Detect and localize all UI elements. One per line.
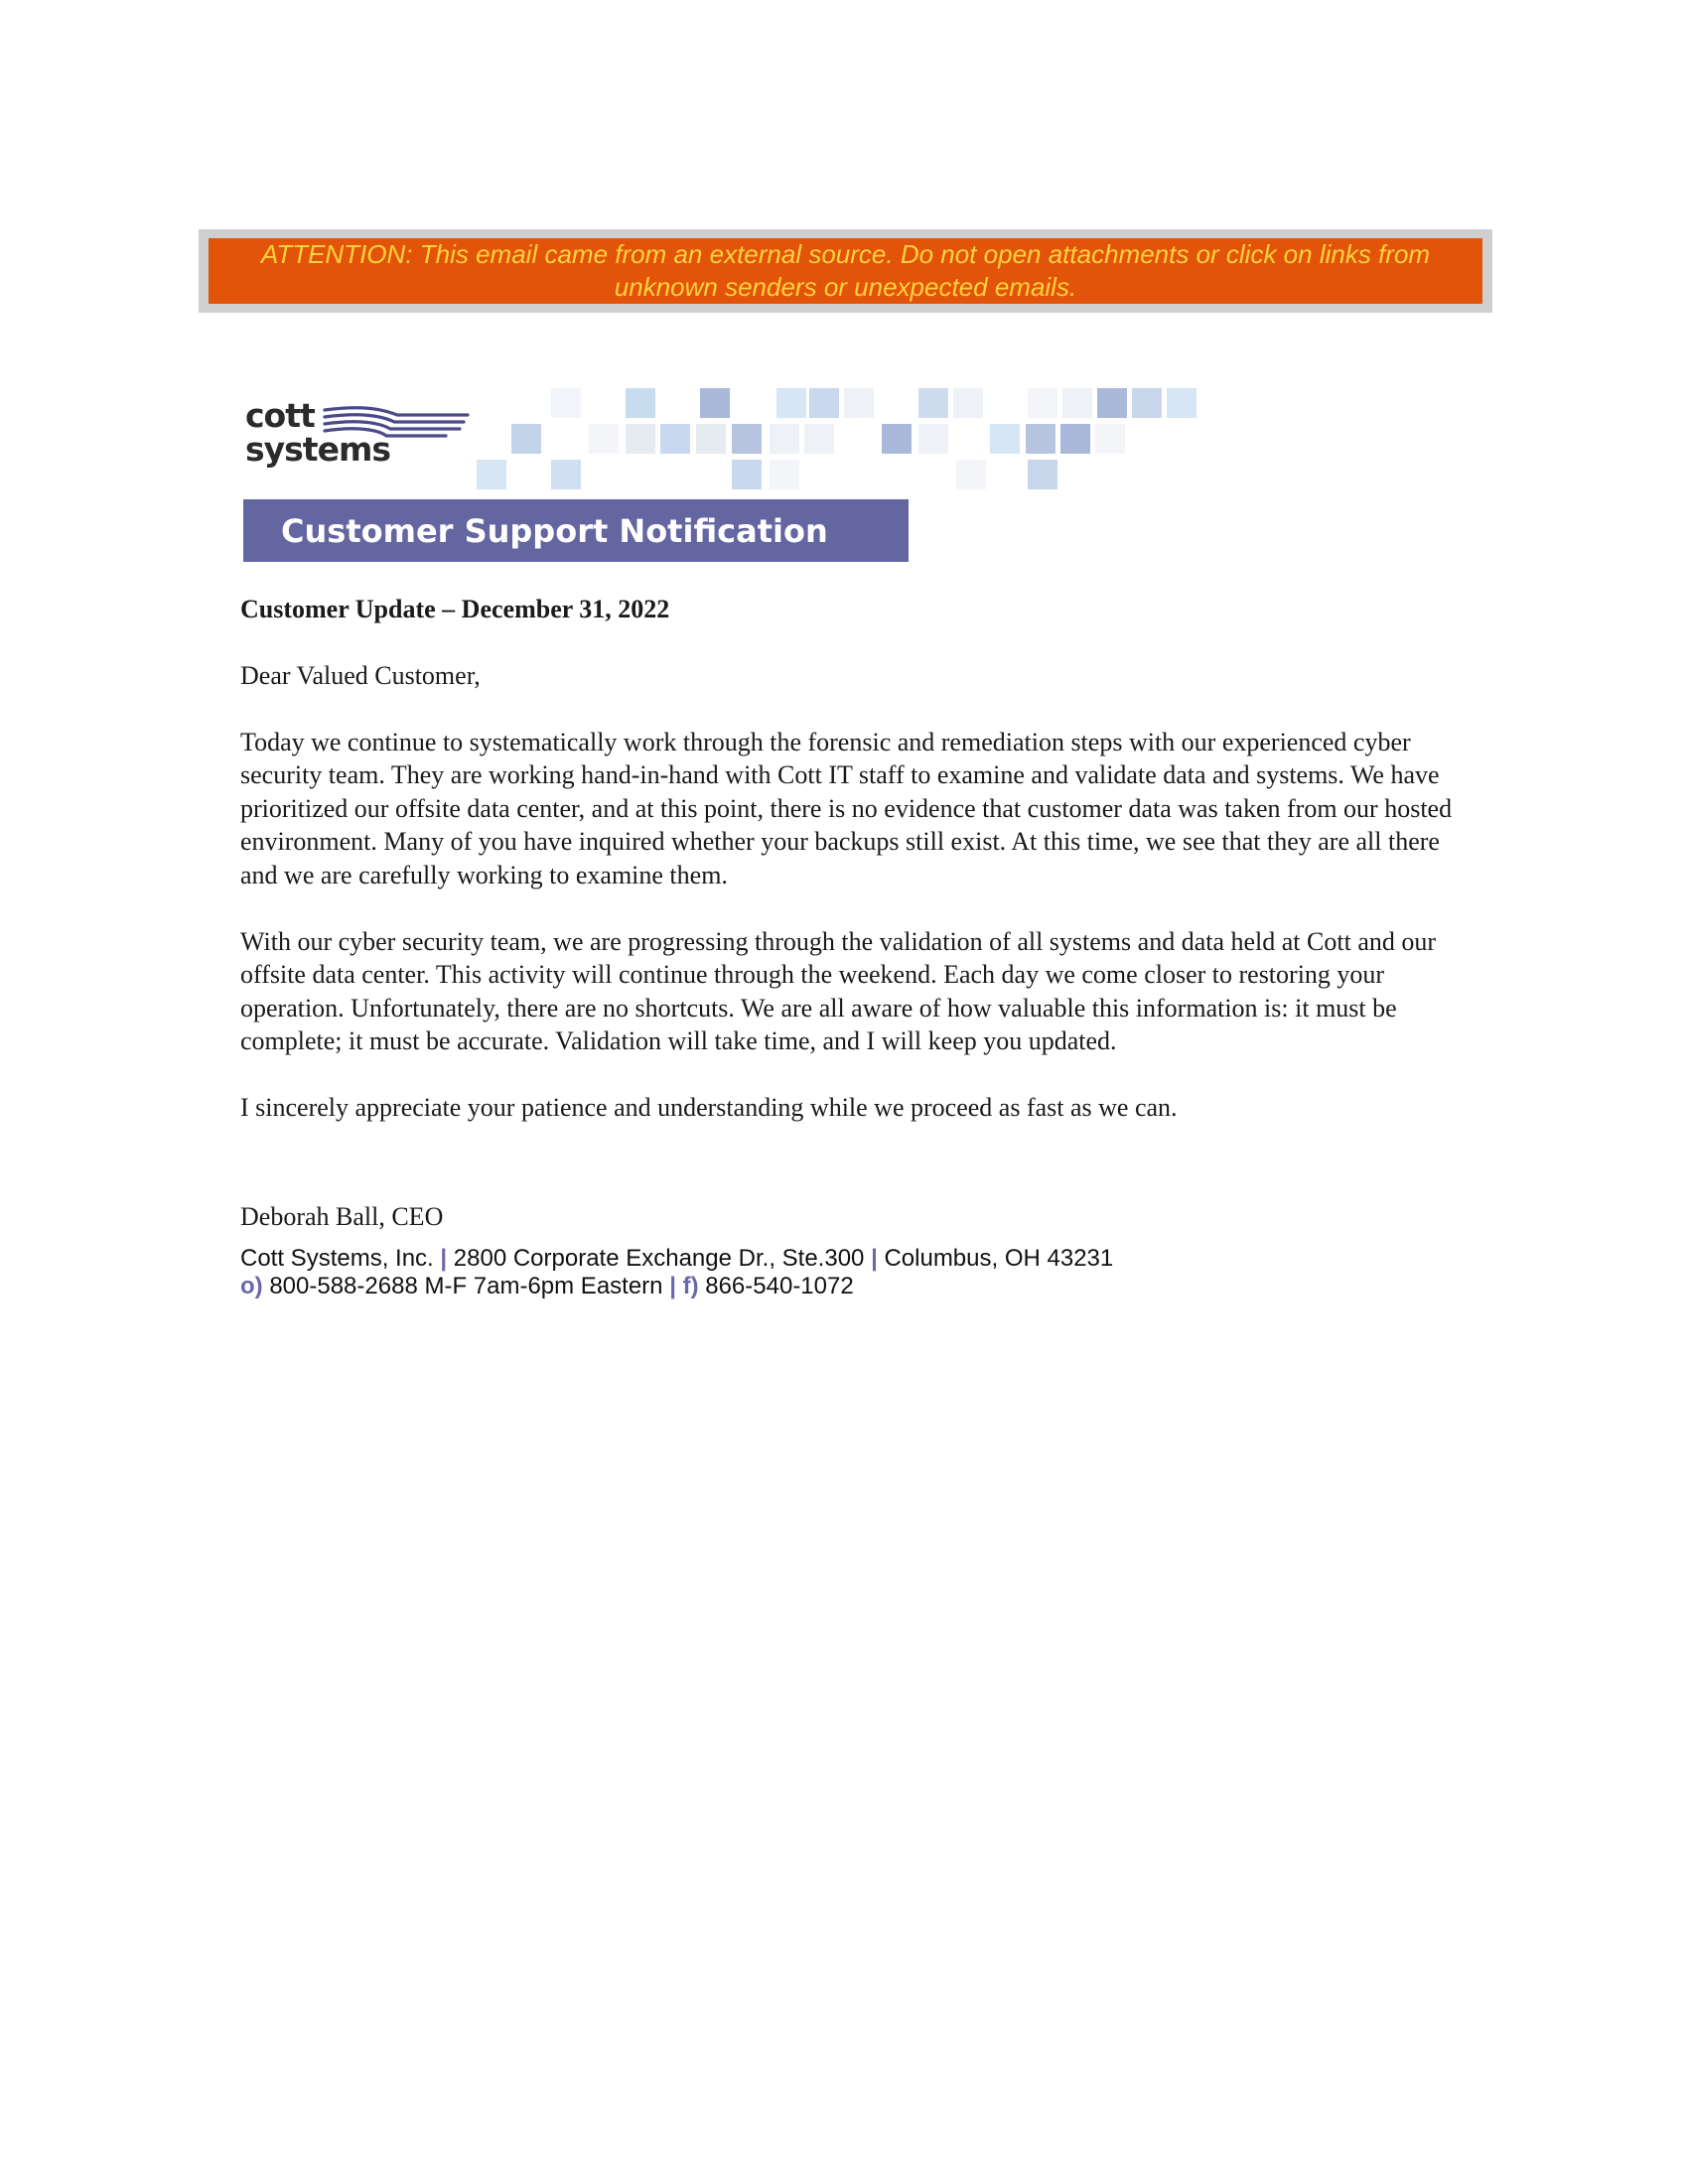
fax-number: 866-540-1072 (705, 1273, 854, 1299)
decorative-square-pattern (477, 388, 1196, 489)
signature: Deborah Ball, CEO (240, 1201, 444, 1231)
cott-systems-logo (245, 396, 468, 469)
company-name: Cott Systems, Inc. (240, 1245, 434, 1272)
logo-text-line2: systems (245, 430, 390, 469)
contact-footer (240, 1245, 1462, 1300)
separator: | (440, 1245, 448, 1272)
separator: | (669, 1273, 676, 1299)
street-address: 2800 Corporate Exchange Dr., Ste.300 (453, 1245, 865, 1272)
paragraph-1: Today we continue to systematically work through the forensic and remediation steps with our experienced cyber security team. They are working hand-in-hand with Cott IT staff to examine and validate data and systems. We have prioritized our offsite data center, and at this point, there is no evidence that customer data was taken from our hosted environment. Many of you have inquired whether your backups still exist. At this time, we see that they are all there and we are carefully working to examine them. (240, 727, 1453, 889)
phone-number: 800-588-2688 M-F 7am-6pm Eastern (269, 1273, 663, 1299)
fax-label: f) (682, 1273, 699, 1299)
phone-label: o) (240, 1273, 263, 1299)
separator: | (871, 1245, 878, 1272)
greeting: Dear Valued Customer, (240, 660, 481, 690)
banner-title: Customer Support Notification (281, 512, 828, 550)
warning-text: ATTENTION: This email came from an external source. Do not open attachments or click on links from unknown senders or unexpected emails. (209, 238, 1482, 304)
paragraph-3: I sincerely appreciate your patience and understanding while we proceed as fast as we can. (240, 1093, 1178, 1122)
update-title: Customer Update – December 31, 2022 (240, 595, 670, 623)
city-state-zip: Columbus, OH 43231 (884, 1245, 1114, 1272)
phone-line (240, 1273, 1462, 1300)
external-email-warning (199, 229, 1492, 313)
address-line (240, 1245, 1462, 1273)
letter-body (240, 593, 1462, 1300)
paragraph-2: With our cyber security team, we are progressing through the validation of all systems and data held at Cott and our offsite data center. This activity will continue through the weekend. Each day we come closer to restoring your operation. Unfortunately, there are no shortcuts. We are all aware of how valuable this information is: it must be complete; it must be accurate. Validation will take time, and I will keep you updated. (240, 926, 1437, 1055)
logo-text-line1: cott (245, 396, 315, 435)
customer-support-banner (243, 383, 1256, 567)
